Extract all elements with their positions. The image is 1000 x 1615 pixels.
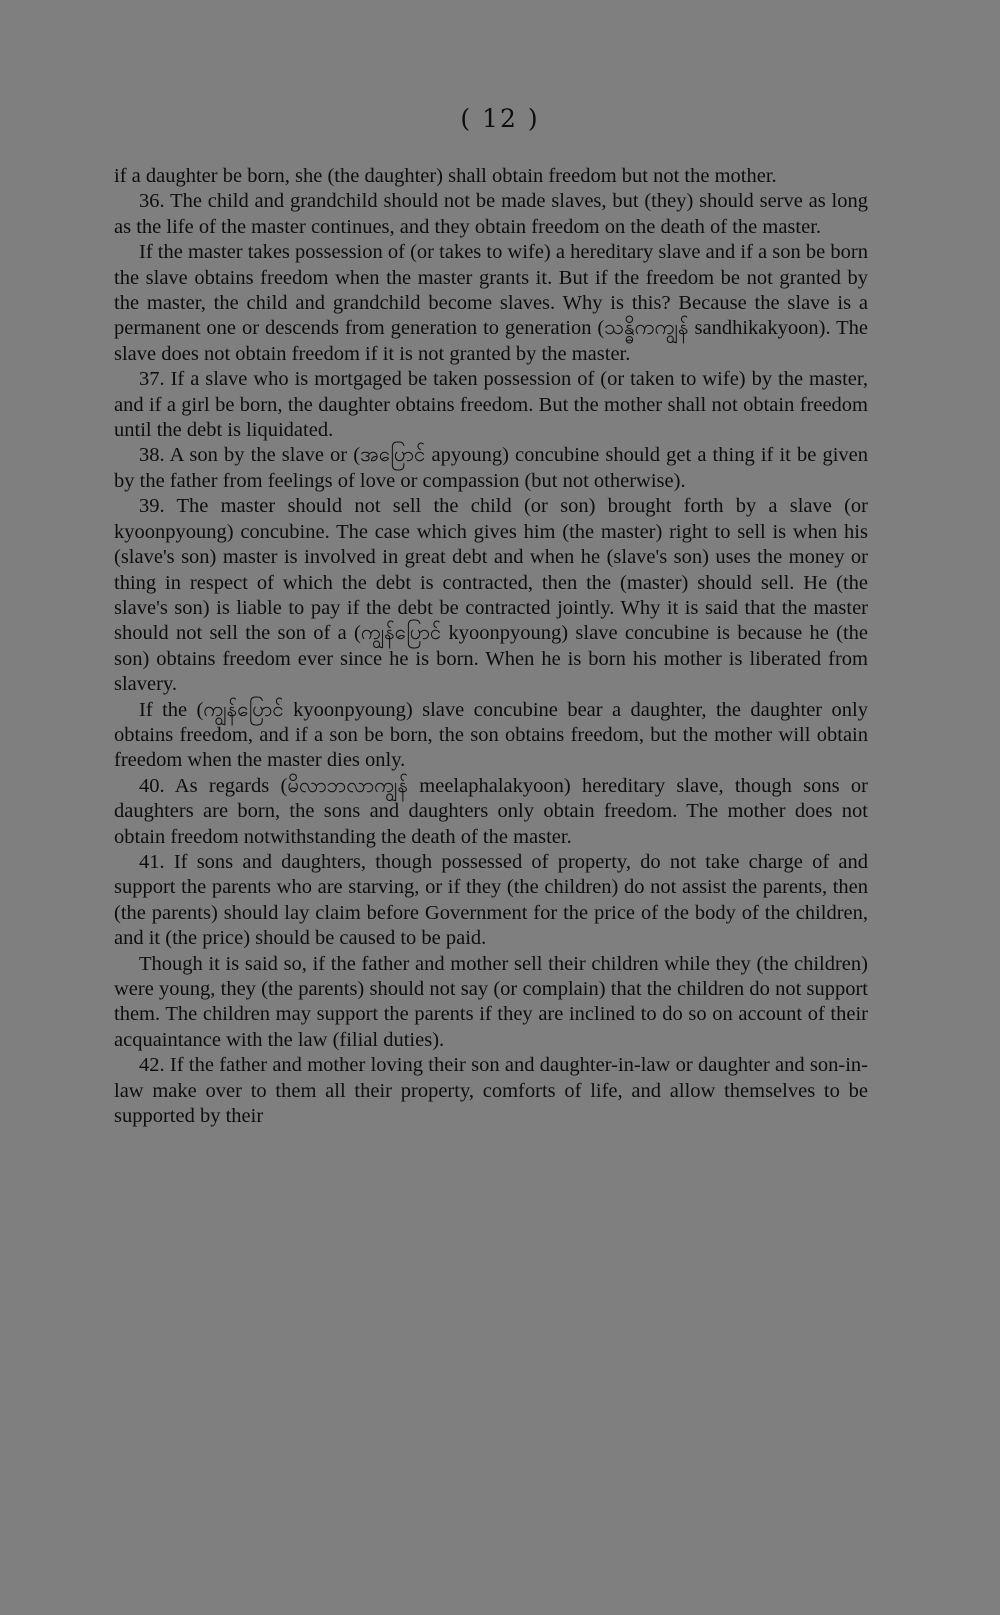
- body-text: [114, 164, 868, 1129]
- paragraph-section-40: 40. As regards (မိလာဘလာကျွန် meelaphalakyoon) hereditary slave, though sons or daughters are born, the sons and daughters only obtain freedom. The mother does not obtain freedom notwithstanding the death of the master.: [114, 774, 868, 848]
- paragraph-section-41: 41. If sons and daughters, though possessed of property, do not take charge of and support the parents who are starving, or if they (the children) do not assist the parents, then (the parents) should lay claim before Government for the price of the body of the children, and it (the price) should be caused to be paid.: [114, 850, 868, 950]
- paragraph-section-38: 38. A son by the slave or (အပြောင် apyoung) concubine should get a thing if it be given by the father from feelings of love or compassion (but not otherwise).: [114, 444, 868, 492]
- paragraph-section-36: 36. The child and grandchild should not be made slaves, but (they) should serve as long as the life of the master continues, and they obtain freedom on the death of the master.: [114, 190, 868, 238]
- paragraph-section-37: 37. If a slave who is mortgaged be taken possession of (or taken to wife) by the master, and if a girl be born, the daughter obtains freedom. But the mother shall not obtain freedom until the debt is liquidated.: [114, 368, 868, 442]
- page-number: ( 12 ): [460, 104, 540, 133]
- paragraph-parents-sell-children: Though it is said so, if the father and mother sell their children while they (the children) were young, they (the parents) should not say (or complain) that the children do not support them. The children may support the parents if they are inclined to do so on account of their acquaintance with the law (filial duties).: [114, 952, 868, 1051]
- paragraph-section-39: 39. The master should not sell the child (or son) brought forth by a slave (or kyoonpyoung) concubine. The case which gives him (the master) right to sell is when his (slave's son) master is involved in great debt and when he (slave's son) uses the money or thing in respect of which the debt is contracted, then the (master) should sell. He (the slave's son) is liable to pay if the debt be contracted jointly. Why it is said that the master should not sell the son of a (ကျွန်ပြောင် kyoonpyoung) slave concubine is because he (the son) obtains freedom ever since he is born. When he is born his mother is liberated from slavery.: [114, 495, 868, 696]
- paragraph-section-42: 42. If the father and mother loving their son and daughter-in-law or daughter and son-in-law make over to them all their property, comforts of life, and allow themselves to be supported by their: [114, 1054, 868, 1128]
- paragraph-kyoonpyoung-daughter: If the (ကျွန်ပြောင် kyoonpyoung) slave concubine bear a daughter, the daughter only obtains freedom, and if a son be born, the son obtains freedom, but the mother will obtain freedom when the master dies only.: [114, 698, 868, 772]
- paragraph-hereditary-slave: If the master takes possession of (or takes to wife) a hereditary slave and if a son be born the slave obtains freedom when the master grants it. But if the freedom be not granted by the master, the child and grandchild become slaves. Why is this? Because the slave is a permanent one or descends from generation to generation (သန္ဓိကကျွန် sandhikakyoon). The slave does not obtain freedom if it is not granted by the master.: [114, 241, 868, 365]
- paragraph-continuation: if a daughter be born, she (the daughter) shall obtain freedom but not the mother.: [114, 165, 777, 187]
